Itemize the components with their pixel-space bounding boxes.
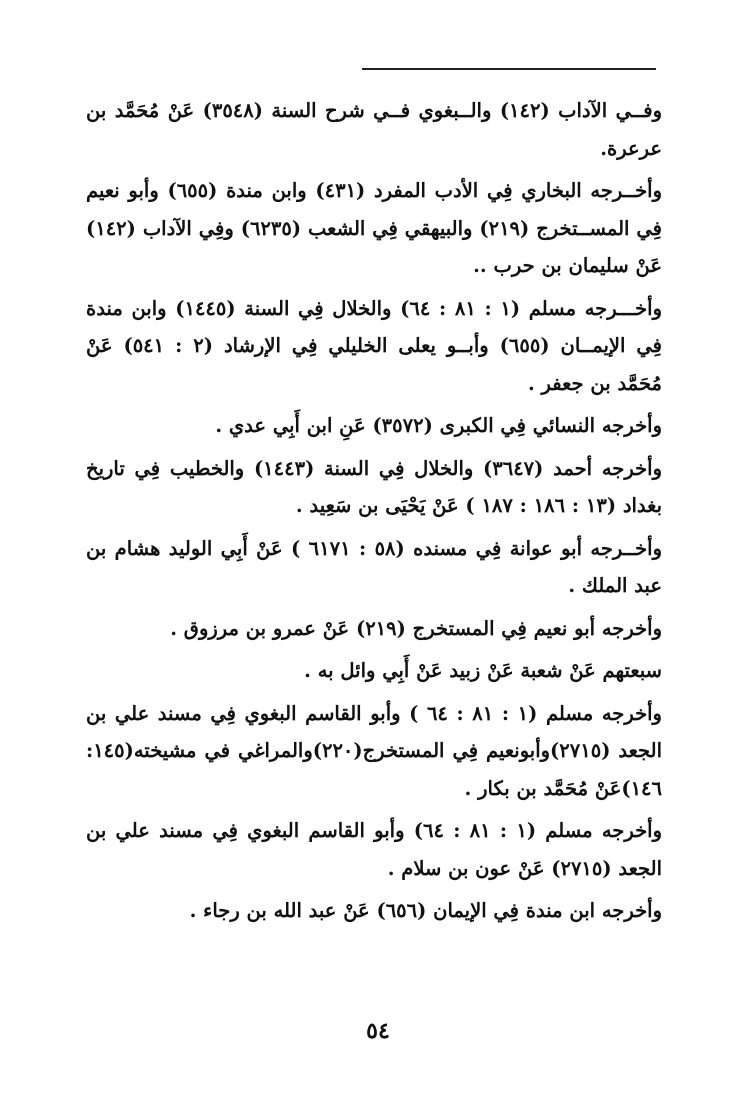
- paragraph-4: وأخرجه النسائي فِي الكبرى (٣٥٧٢) عَنِ ابن أَبِي عدي .: [215, 414, 662, 437]
- footnote-text-block: [86, 92, 662, 935]
- paragraph-1: وفــي الآداب (١٤٢) والــبغوي فــي شرح السنة (٣٥٤٨) عَنْ مُحَمَّد بن عرعرة.: [86, 99, 662, 160]
- footnote-separator-rule: [362, 68, 656, 70]
- paragraph-8: سبعتهم عَنْ شعبة عَنْ زبيد عَنْ أَبِي وائل به .: [304, 659, 662, 682]
- paragraph-2: وأخــرجه البخاري فِي الأدب المفرد (٤٣١) وابن مندة (٦٥٥) وأبو نعيم فِي المســتخرج (٢١٩) والبيهقي فِي الشعب (٦٢٣٥) وفِي الآداب (١٤٢) عَنْ سليمان بن حرب ..: [86, 179, 662, 277]
- page-number: ٥٤: [366, 1018, 390, 1044]
- paragraph-3: وأخـــرجه مسلم (١ : ٨١ : ٦٤) والخلال فِي السنة (١٤٤٥) وابن مندة فِي الإيمــان (٦٥٥) وأبــو يعلى الخليلي فِي الإرشاد (٢ : ٥٤١) عَنْ مُحَمَّد بن جعفر .: [86, 296, 662, 395]
- paragraph-6: وأخــرجه أبو عوانة فِي مسنده (٥٨ : ٦١٧١ ) عَنْ أَبِي الوليد هشام بن عبد الملك .: [86, 536, 662, 597]
- paragraph-7: وأخرجه أبو نعيم فِي المستخرج (٢١٩) عَنْ عمرو بن مرزوق .: [170, 616, 662, 640]
- paragraph-5: وأخرجه أحمد (٣٦٤٧) والخلال فِي السنة (١٤٤٣) والخطيب فِي تاريخ بغداد (١٣ : ١٨٦ : ١٨٧ ) عَنْ يَحْيَى بن سَعِيد .: [86, 456, 662, 517]
- paragraph-11: وأخرجه ابن مندة فِي الإيمان (٦٥٦) عَنْ عبد الله بن رجاء .: [189, 899, 662, 922]
- paragraph-10: وأخرجه مسلم (١ : ٨١ : ٦٤) وأبو القاسم البغوي فِي مسند علي بن الجعد (٢٧١٥) عَنْ عون بن سلام .: [86, 819, 662, 880]
- paragraph-9: وأخرجه مسلم (١ : ٨١ : ٦٤ ) وأبو القاسم البغوي فِي مسند علي بن الجعد (٢٧١٥)وأبونعيم فِي المستخرج(٢٢٠)والمراغي في مشيخته(١٤٥: ١٤٦)عَنْ مُحَمَّد بن بكار .: [86, 701, 662, 800]
